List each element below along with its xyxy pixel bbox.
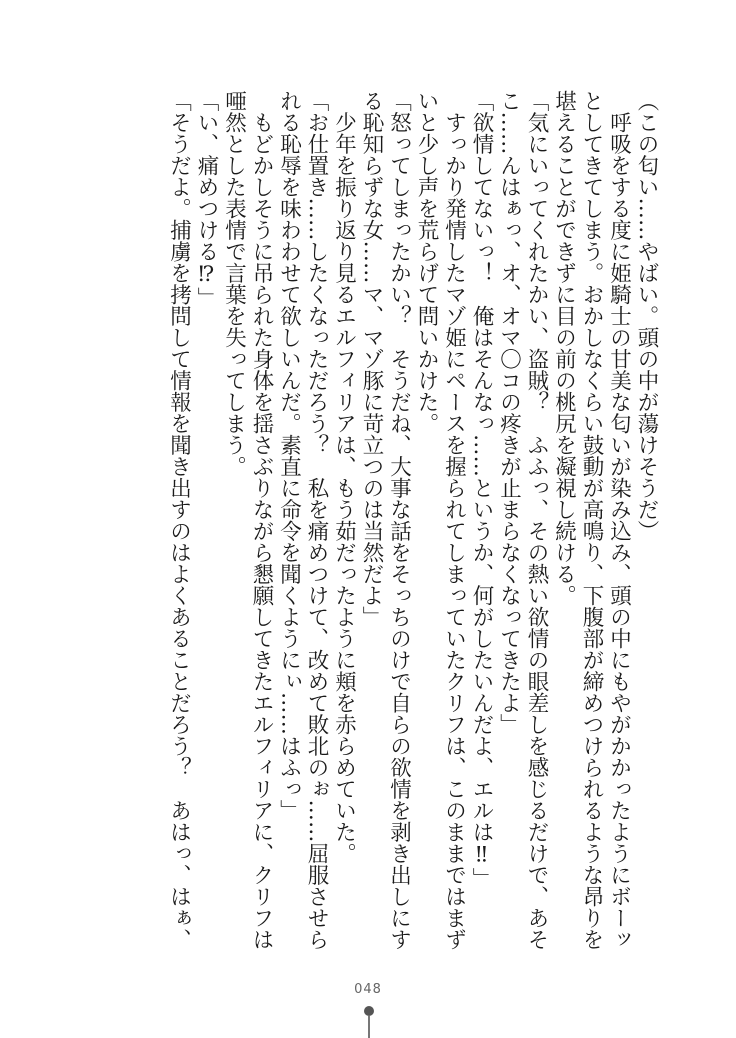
text-line: （この匂い……やばい。頭の中が蕩けそうだ） [634, 90, 659, 542]
text-line: すっかり発情したマゾ姫にペースを握られてしまっていたクリフは、このままではまず [441, 90, 467, 950]
text-line: 「そうだよ。捕虜を拷問して情報を聞き出すのはよくあることだろう？ あはっ、はぁ、 [166, 90, 192, 950]
marker-stem [368, 1016, 370, 1038]
text-line: 「い、痛めつける⁉」 [194, 90, 219, 309]
text-line: もどかしそうに吊られた身体を揺さぶりながら懇願してきたエルフィリアに、クリフは [249, 90, 274, 950]
text-line: る恥知らずな女……マ、マゾ豚に苛立つのは当然だよ」 [359, 90, 384, 628]
text-line: 堪えることができずに目の前の桃尻を凝視し続ける。 [551, 90, 577, 606]
page-marker-icon [364, 1006, 374, 1038]
text-line: としてきてしまう。おかしなくらい鼓動が高鳴り、下腹部が締めつけられるような昂りを [579, 90, 604, 950]
text-line: 「怒ってしまったかい？ そうだね、大事な話をそっちのけで自らの欲情を剥き出しにす [386, 90, 412, 950]
marker-dot [364, 1006, 374, 1016]
text-line: 呼吸をする度に姫騎士の甘美な匂いが染み込み、頭の中にもやがかかったようにボーッ [606, 90, 632, 950]
text-line: 「欲情してないっ！ 俺はそんなっ……というか、何がしたいんだよ、エルは‼」 [469, 90, 494, 889]
text-line: こ……んはぁっ、オ、オマ〇コの疼きが止まらなくなってきたよ」 [496, 90, 522, 735]
text-line: いと少し声を荒らげて問いかけた。 [414, 90, 439, 434]
text-line: 「気にいってくれたかい、盗賊？ ふふっ、その熱い欲情の眼差しを感じるだけで、あそ [524, 90, 549, 950]
text-line: 「お仕置き……したくなっただろう？ 私を痛めつけて、改めて敗北のぉ……屈服させら [304, 90, 329, 950]
page-number: 048 [354, 982, 382, 997]
novel-text-block [100, 90, 660, 960]
text-line: 少年を振り返り見るエルフィリアは、もう茹だったように頬を赤らめていた。 [331, 90, 357, 864]
text-line: れる恥辱を味わわせて欲しいんだ。素直に命令を聞くようにぃ……はふっ」 [276, 90, 302, 821]
text-line: 唖然とした表情で言葉を失ってしまう。 [221, 90, 247, 477]
